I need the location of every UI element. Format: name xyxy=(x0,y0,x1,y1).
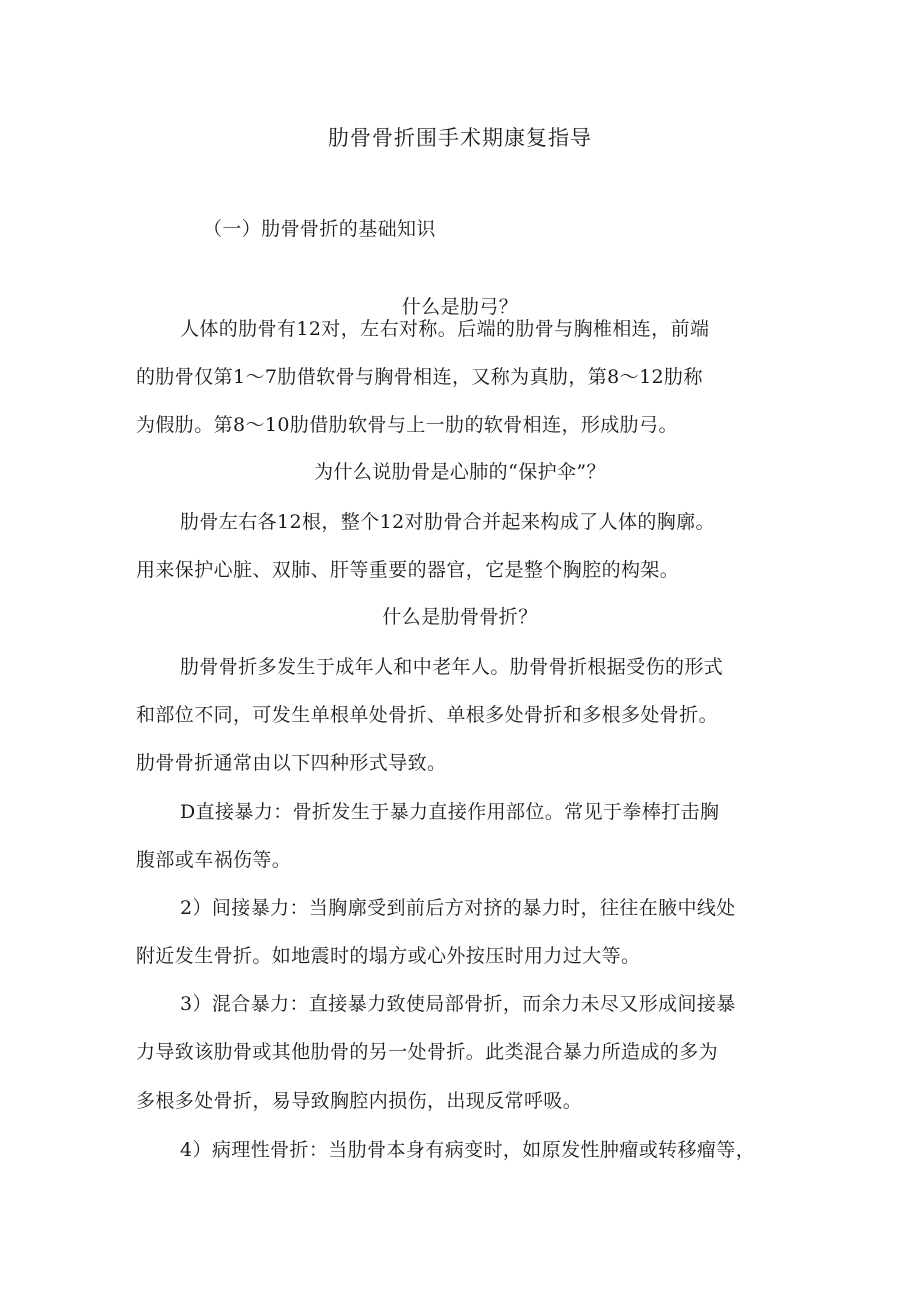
paragraph-line: 和部位不同，可发生单根单处骨折、单根多处骨折和多根多处骨折。 xyxy=(136,704,719,726)
list-item-line: D直接暴力：骨折发生于暴力直接作用部位。常见于拳棒打击胸 xyxy=(180,801,720,823)
paragraph-line: 肋骨左右各12根，整个12对肋骨合并起来构成了人体的胸廓。 xyxy=(180,511,715,533)
list-item-line: 2）间接暴力：当胸廓受到前后方对挤的暴力时，往往在腋中线处 xyxy=(180,897,736,919)
section-heading: （一）肋骨骨折的基础知识 xyxy=(203,218,436,240)
list-item-line: 附近发生骨折。如地震时的塌方或心外按压时用力过大等。 xyxy=(136,945,641,967)
paragraph-line: 肋骨骨折通常由以下四种形式导致。 xyxy=(136,752,447,774)
question-heading: 什么是肋弓？ xyxy=(401,296,519,318)
paragraph-line: 用来保护心脏、双肺、肝等重要的器官，它是整个胸腔的构架。 xyxy=(136,559,680,581)
list-item-line: 多根多处骨折，易导致胸腔内损伤，出现反常呼吸。 xyxy=(136,1090,583,1112)
document-title: 肋骨骨折围手术期康复指导 xyxy=(328,126,592,150)
paragraph-line: 肋骨骨折多发生于成年人和中老年人。肋骨骨折根据受伤的形式 xyxy=(180,656,724,678)
list-item-line: 4）病理性骨折：当肋骨本身有病变时，如原发性肿瘤或转移瘤等， xyxy=(180,1139,756,1161)
paragraph-line: 的肋骨仅第1～7肋借软骨与胸骨相连，又称为真肋，第8～12肋称 xyxy=(136,366,703,388)
paragraph-line: 为假肋。第8～10肋借肋软骨与上一肋的软骨相连，形成肋弓。 xyxy=(136,414,678,436)
question-heading: 什么是肋骨骨折？ xyxy=(382,606,538,628)
list-item-line: 3）混合暴力：直接暴力致使局部骨折，而余力未尽又形成间接暴 xyxy=(180,993,736,1015)
list-item-line: 腹部或车祸伤等。 xyxy=(136,849,292,871)
list-item-line: 力导致该肋骨或其他肋骨的另一处骨折。此类混合暴力所造成的多为 xyxy=(136,1041,719,1063)
paragraph-line: 人体的肋骨有12对，左右对称。后端的肋骨与胸椎相连，前端 xyxy=(180,318,710,340)
question-heading: 为什么说肋骨是心肺的“保护伞”？ xyxy=(314,461,606,483)
